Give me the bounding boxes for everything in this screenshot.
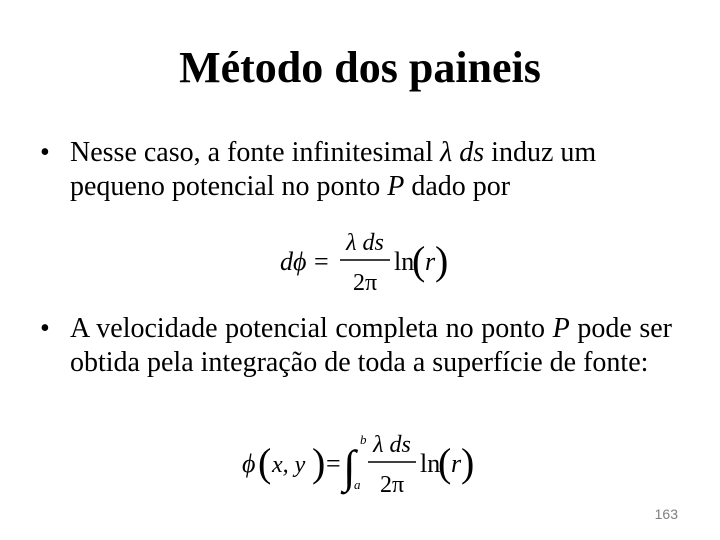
eq1-numerator: λ ds (346, 230, 384, 256)
bullet-2-text-start: A velocidade potencial completa no ponto (70, 313, 553, 344)
eq1-right-paren: ) (435, 238, 449, 283)
eq2-lhs: ϕ (242, 449, 256, 478)
eq2-lower-limit: a (354, 477, 361, 492)
bullet-1-ds: ds (459, 137, 485, 168)
slide-title: Método dos paineis (179, 43, 541, 92)
eq1-left-paren: ( (412, 238, 426, 283)
eq1-func: ln (394, 247, 415, 276)
bullet-1-text-middle: induz um pequeno potencial no ponto (70, 137, 597, 202)
eq1-lhs: dϕ (280, 247, 307, 276)
eq2-numerator: λ ds (373, 432, 411, 458)
bullet-1-point: P (387, 171, 405, 202)
bullet-1-lambda: λ (440, 137, 453, 168)
eq2-left-paren: ( (258, 440, 272, 485)
eq1-denominator: 2π (352, 270, 378, 296)
eq2-log-left-paren: ( (438, 440, 452, 485)
bullet-1-text (70, 136, 672, 204)
equation-1 (276, 226, 452, 298)
bullet-2 (40, 312, 672, 380)
eq2-log-right-paren: ) (461, 440, 475, 485)
page-number: 163 (654, 506, 678, 522)
eq2-right-paren: ) (312, 440, 326, 485)
bullet-1-text-start: Nesse caso, a fonte infinitesimal (70, 137, 441, 168)
bullet-1-marker: • (40, 137, 50, 168)
bullet-1-text-end: dado por (404, 171, 511, 202)
eq2-denominator: 2π (379, 472, 405, 498)
bullet-2-point: P (552, 313, 570, 344)
eq2-integral-sign: ∫ (343, 441, 356, 492)
eq1-equals: = (314, 247, 329, 276)
bullet-1 (40, 136, 672, 204)
bullet-2-text-end: pode ser obtida pela integração de toda a superfície de fonte: (70, 313, 673, 378)
eq2-args: x, y (272, 452, 306, 478)
eq2-func: ln (420, 449, 441, 478)
eq2-upper-limit: b (360, 432, 367, 447)
eq2-equals: = (326, 449, 341, 478)
equation-2 (240, 426, 480, 502)
bullet-2-marker: • (40, 313, 50, 344)
eq2-arg: r (451, 449, 462, 478)
eq1-arg: r (425, 247, 436, 276)
bullet-2-text (70, 312, 672, 380)
